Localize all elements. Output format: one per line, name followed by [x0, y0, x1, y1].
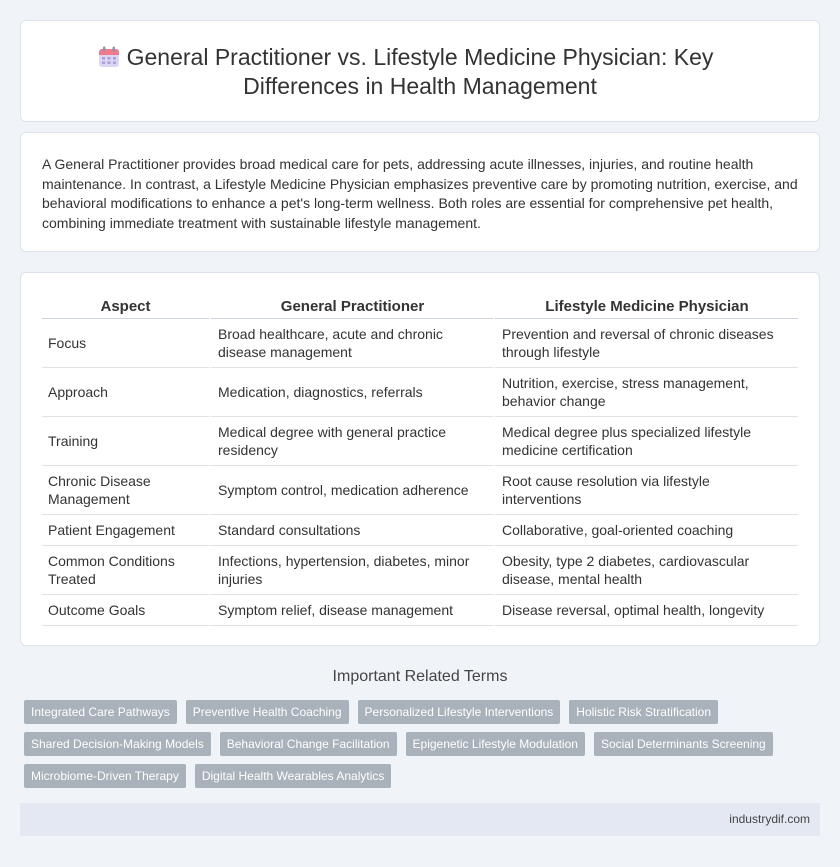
table-row — [42, 595, 798, 626]
table-row — [42, 368, 798, 417]
table-cell-aspect: Patient Engagement — [42, 515, 209, 546]
column-header-lifestyle-medicine-physician: Lifestyle Medicine Physician — [493, 295, 798, 319]
table-cell: Infections, hypertension, diabetes, minor injuries — [209, 546, 493, 595]
footer — [20, 803, 820, 836]
footer-site-link[interactable]: industrydif.com — [729, 812, 810, 826]
table-cell-aspect: Chronic Disease Management — [42, 466, 209, 515]
table-cell: Symptom relief, disease management — [209, 595, 493, 626]
table-cell: Nutrition, exercise, stress management, behavior change — [493, 368, 798, 417]
related-term-tag[interactable]: Social Determinants Screening — [594, 732, 773, 756]
table-row — [42, 546, 798, 595]
header-card — [20, 20, 820, 122]
table-row — [42, 417, 798, 466]
related-terms-title: Important Related Terms — [332, 668, 508, 685]
table-row — [42, 466, 798, 515]
table-cell-aspect: Focus — [42, 319, 209, 368]
intro-paragraph: A General Practitioner provides broad medical care for pets, addressing acute illnesses, injuries, and routine health maintenance. In contrast, a Lifestyle Medicine Physician emphasizes preventive care by promoting nutrition, exercise, and behavioral modifications to enhance a pet's long-term wellness. Both roles are essential for comprehensive pet health, combining immediate treatment with sustainable lifestyle management. — [42, 156, 798, 231]
column-header-general-practitioner: General Practitioner — [209, 295, 493, 319]
related-term-tag[interactable]: Holistic Risk Stratification — [569, 700, 718, 724]
table-cell: Obesity, type 2 diabetes, cardiovascular disease, mental health — [493, 546, 798, 595]
table-header-row — [42, 295, 798, 319]
related-term-tag[interactable]: Personalized Lifestyle Interventions — [358, 700, 561, 724]
related-term-tag[interactable]: Epigenetic Lifestyle Modulation — [406, 732, 585, 756]
related-term-tag[interactable]: Preventive Health Coaching — [186, 700, 349, 724]
related-term-tag[interactable]: Microbiome-Driven Therapy — [24, 764, 186, 788]
comparison-card — [20, 272, 820, 646]
related-terms-list — [24, 700, 814, 788]
table-row — [42, 515, 798, 546]
table-cell: Medication, diagnostics, referrals — [209, 368, 493, 417]
table-cell-aspect: Approach — [42, 368, 209, 417]
table-row — [42, 319, 798, 368]
table-cell: Medical degree plus specialized lifestyle medicine certification — [493, 417, 798, 466]
related-term-tag[interactable]: Behavioral Change Facilitation — [220, 732, 397, 756]
table-cell: Medical degree with general practice residency — [209, 417, 493, 466]
table-cell: Standard consultations — [209, 515, 493, 546]
table-cell: Prevention and reversal of chronic diseases through lifestyle — [493, 319, 798, 368]
table-cell: Root cause resolution via lifestyle interventions — [493, 466, 798, 515]
related-term-tag[interactable]: Integrated Care Pathways — [24, 700, 177, 724]
table-cell-aspect: Common Conditions Treated — [42, 546, 209, 595]
comparison-table — [42, 295, 798, 626]
intro-card — [20, 132, 820, 252]
table-cell: Collaborative, goal-oriented coaching — [493, 515, 798, 546]
table-cell-aspect: Training — [42, 417, 209, 466]
related-term-tag[interactable]: Shared Decision-Making Models — [24, 732, 211, 756]
table-cell: Disease reversal, optimal health, longevity — [493, 595, 798, 626]
table-cell: Symptom control, medication adherence — [209, 466, 493, 515]
column-header-aspect: Aspect — [42, 295, 209, 319]
table-cell-aspect: Outcome Goals — [42, 595, 209, 626]
table-cell: Broad healthcare, acute and chronic disease management — [209, 319, 493, 368]
related-term-tag[interactable]: Digital Health Wearables Analytics — [195, 764, 392, 788]
page-title: General Practitioner vs. Lifestyle Medicine Physician: Key Differences in Health Management — [126, 44, 714, 99]
